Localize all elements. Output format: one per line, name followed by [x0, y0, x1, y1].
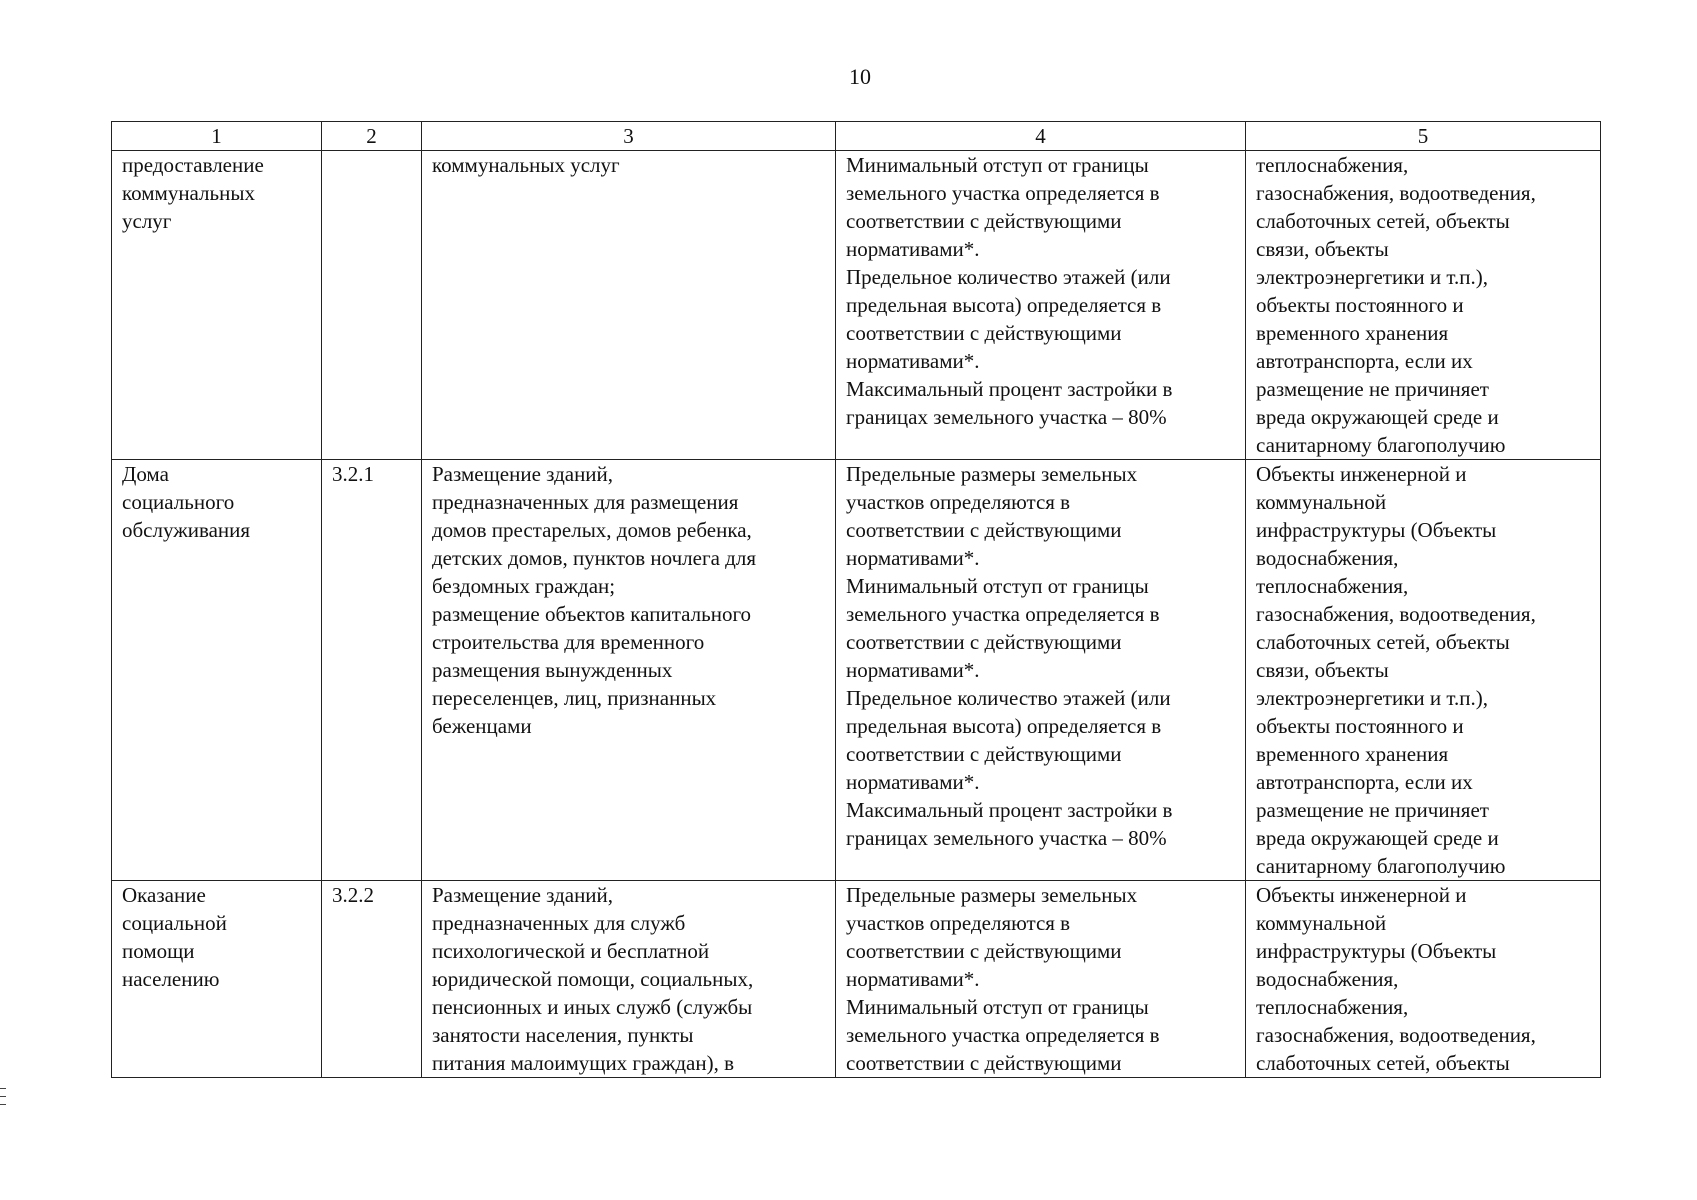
table-row	[112, 151, 1601, 460]
cell-parameters	[836, 151, 1246, 460]
cell-text: Дома социального обслуживания	[122, 462, 251, 542]
cell-parameters	[836, 881, 1246, 1078]
cell-auxiliary	[1246, 460, 1601, 881]
cell-text: коммунальных услуг	[432, 153, 620, 177]
cell-text: Объекты инженерной и коммунальной инфраструктуры (Объекты водоснабжения, теплоснабжения, газоснабжения, водоотведения, слаботочных сетей, объекты	[1256, 883, 1536, 1075]
cell-land-use-name	[112, 460, 322, 881]
page-number: 10	[849, 64, 871, 89]
column-header-5: 5	[1246, 122, 1601, 151]
cell-land-use-name	[112, 151, 322, 460]
cell-code	[322, 460, 422, 881]
cell-text: Размещение зданий, предназначенных для служб психологической и бесплатной юридической помощи, социальных, пенсионных и иных служб (службы занятости населения, пункты питания малоимущих граждан), в	[432, 883, 754, 1075]
cell-text: предоставление коммунальных услуг	[122, 153, 264, 233]
column-header-1: 1	[112, 122, 322, 151]
regulations-table	[111, 121, 1601, 1078]
cell-code	[322, 151, 422, 460]
cell-text: 3.2.1	[332, 462, 374, 486]
cell-auxiliary	[1246, 881, 1601, 1078]
cell-text: Оказание социальной помощи населению	[122, 883, 227, 991]
cell-code	[322, 881, 422, 1078]
column-header-2: 2	[322, 122, 422, 151]
table-header-row	[112, 122, 1601, 151]
cell-text: теплоснабжения, газоснабжения, водоотведения, слаботочных сетей, объекты связи, объекты электроэнергетики и т.п.), объекты постоянного и временного хранения автотранспорта, если их размещение не причиняет вреда окружающей среде и санитарному благополучию	[1256, 153, 1536, 457]
cell-parameters	[836, 460, 1246, 881]
cell-text: 3.2.2	[332, 883, 374, 907]
cell-text: Объекты инженерной и коммунальной инфраструктуры (Объекты водоснабжения, теплоснабжения, газоснабжения, водоотведения, слаботочных сетей, объекты связи, объекты электроэнергетики и т.п.), объекты постоянного и временного хранения автотранспорта, если их размещение не причиняет вреда окружающей среде и санитарному благополучию	[1256, 462, 1536, 878]
column-header-4: 4	[836, 122, 1246, 151]
cell-text: Предельные размеры земельных участков определяются в соответствии с действующими нормативами*. Минимальный отступ от границы земельного участка определяется в соответствии с действующими нормативами*. Предельное количество этажей (или предельная высота) определяется в соответствии с действующими нормативами*. Максимальный процент застройки в границах земельного участка – 80%	[846, 462, 1173, 850]
scan-margin-mark	[0, 1096, 6, 1097]
scan-margin-mark	[0, 1088, 6, 1089]
table-row	[112, 460, 1601, 881]
cell-auxiliary	[1246, 151, 1601, 460]
cell-text: Размещение зданий, предназначенных для размещения домов престарелых, домов ребенка, детских домов, пунктов ночлега для бездомных граждан; размещение объектов капитального строительства для временного размещения вынужденных переселенцев, лиц, признанных беженцами	[432, 462, 756, 738]
cell-text: Минимальный отступ от границы земельного участка определяется в соответствии с действующими нормативами*. Предельное количество этажей (или предельная высота) определяется в соответствии с действующими нормативами*. Максимальный процент застройки в границах земельного участка – 80%	[846, 153, 1173, 429]
cell-description	[422, 151, 836, 460]
cell-land-use-name	[112, 881, 322, 1078]
cell-description	[422, 881, 836, 1078]
cell-text: Предельные размеры земельных участков определяются в соответствии с действующими нормативами*. Минимальный отступ от границы земельного участка определяется в соответствии с действующими	[846, 883, 1160, 1075]
table-row	[112, 881, 1601, 1078]
cell-description	[422, 460, 836, 881]
column-header-3: 3	[422, 122, 836, 151]
scan-margin-mark	[0, 1104, 6, 1105]
